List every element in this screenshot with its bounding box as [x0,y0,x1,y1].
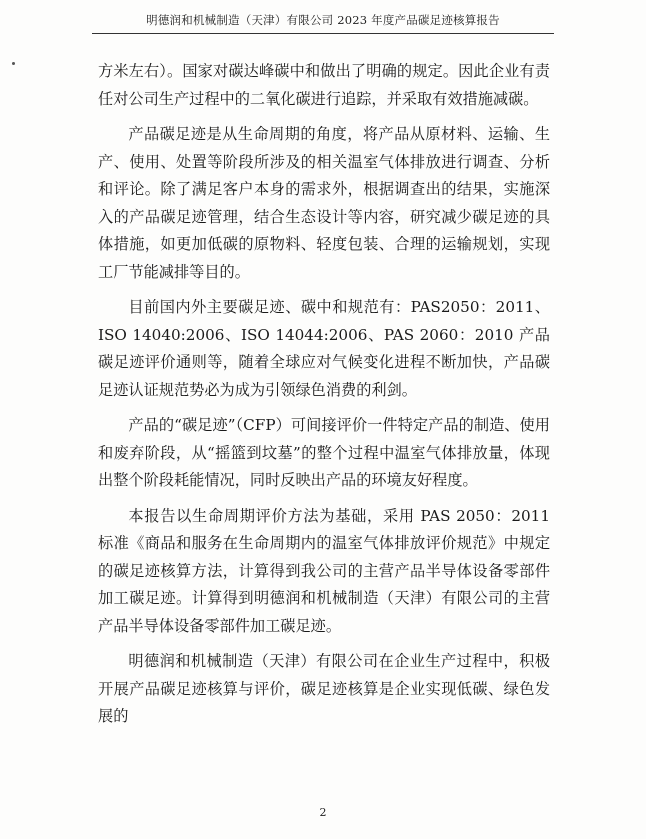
paragraph-cfp-evaluation: 产品的“碳足迹”（CFP）可间接评价一件特定产品的制造、使用和废弃阶段，从“摇篮到坟墓”的整个过程中温室气体排放量，体现出整个阶段耗能情况，同时反映出产品的环境友好程度。 [98,416,550,489]
body-text [98,58,550,739]
paragraph-company-practice: 明德润和机械制造（天津）有限公司在企业生产过程中，积极开展产品碳足迹核算与评价，碳足迹核算是企业实现低碳、绿色发展的 [98,652,550,725]
paragraph-standards: 目前国内外主要碳足迹、碳中和规范有：PAS2050：2011、ISO 14040:2006、ISO 14044:2006、PAS 2060：2010 产品碳足迹评价通则等，随着全球应对气候变化进程不断加快，产品碳足迹认证规范势必为成为引领绿色消费的利剑。 [98,298,550,399]
page-number: 2 [319,806,327,819]
paragraph-report-method: 本报告以生命周期评价方法为基础，采用 PAS 2050：2011 标准《商品和服务在生命周期内的温室气体排放评价规范》中规定的碳足迹核算方法，计算得到我公司的主营产品半导体设备零部件加工碳足迹。计算得到明德润和机械制造（天津）有限公司的主营产品半导体设备零部件加工碳足迹。 [98,506,550,635]
header-divider [92,33,554,34]
paragraph-cfp-definition: 产品碳足迹是从生命周期的角度，将产品从原材料、运输、生产、使用、处置等阶段所涉及的相关温室气体排放进行调查、分析和评论。除了满足客户本身的需求外，根据调查出的结果，实施深入的产品碳足迹管理，结合生态设计等内容，研究减少碳足迹的具体措施，如更加低碳的原物料、轻度包装、合理的运输规划，实现工厂节能减排等目的。 [98,125,550,281]
paragraph-continuation: 方米左右）。国家对碳达峰碳中和做出了明确的规定。因此企业有责任对公司生产过程中的二氧化碳进行追踪，并采取有效措施减碳。 [98,62,550,108]
page-header: 明德润和机械制造（天津）有限公司 2023 年度产品碳足迹核算报告 [146,13,500,27]
scan-speck [12,62,15,65]
